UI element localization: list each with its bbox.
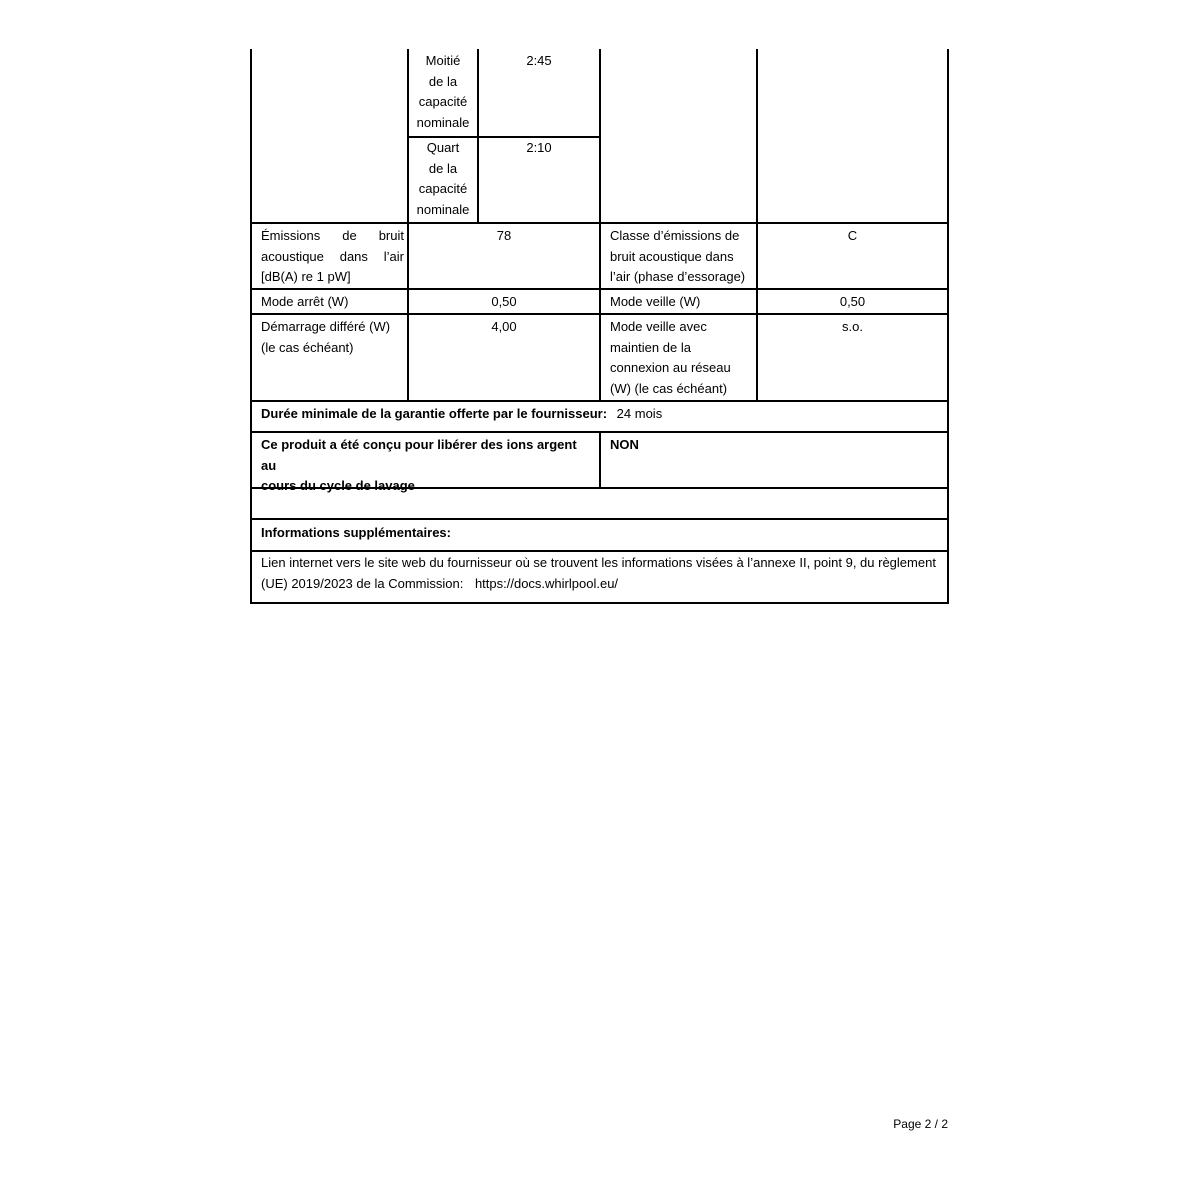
silver-ions-label: Ce produit a été conçu pour libérer des ions argent au cours du cycle de lavage [261, 437, 577, 493]
noise-emissions-label: Émissions de bruit acoustique dans l’air [dB(A) re 1 pW] [261, 228, 404, 284]
off-mode-label: Mode arrêt (W) [261, 294, 349, 309]
supplier-website-link[interactable]: https://docs.whirlpool.eu/ [474, 575, 619, 591]
off-mode-value: 0,50 [491, 294, 517, 309]
half-capacity-duration: 2:45 [526, 53, 552, 68]
warranty-row [252, 402, 947, 425]
silver-ions-value: NON [610, 437, 639, 452]
standby-mode-label: Mode veille (W) [610, 294, 701, 309]
networked-standby-value: s.o. [842, 319, 863, 334]
noise-emissions-value: 78 [496, 228, 512, 243]
noise-class-value: C [847, 228, 858, 243]
warranty-value: 24 mois [616, 406, 663, 421]
page-number: Page 2 / 2 [893, 1117, 948, 1131]
additional-info-heading: Informations supplémentaires: [261, 525, 451, 540]
additional-info-text: Lien internet vers le site web du fournisseur où se trouvent les informations visées à l’annexe II, point 9, du règlement (UE) 2019/2023 de la Commission: https://docs.whirlpool.eu/ [261, 555, 936, 591]
networked-standby-label: Mode veille avec maintien de la connexion au réseau (W) (le cas échéant) [610, 319, 731, 396]
empty-row [252, 489, 947, 518]
half-capacity-label: Moitié de la capacité nominale [416, 53, 470, 130]
delay-start-value: 4,00 [491, 319, 517, 334]
quarter-capacity-label: Quart de la capacité nominale [416, 140, 470, 217]
standby-mode-value: 0,50 [839, 294, 866, 309]
quarter-capacity-duration: 2:10 [526, 140, 552, 155]
noise-class-label: Classe d’émissions de bruit acoustique dans l’air (phase d’essorage) [610, 228, 746, 284]
delay-start-label: Démarrage différé (W) (le cas échéant) [261, 319, 391, 355]
warranty-label: Durée minimale de la garantie offerte par le fournisseur: [261, 406, 608, 421]
